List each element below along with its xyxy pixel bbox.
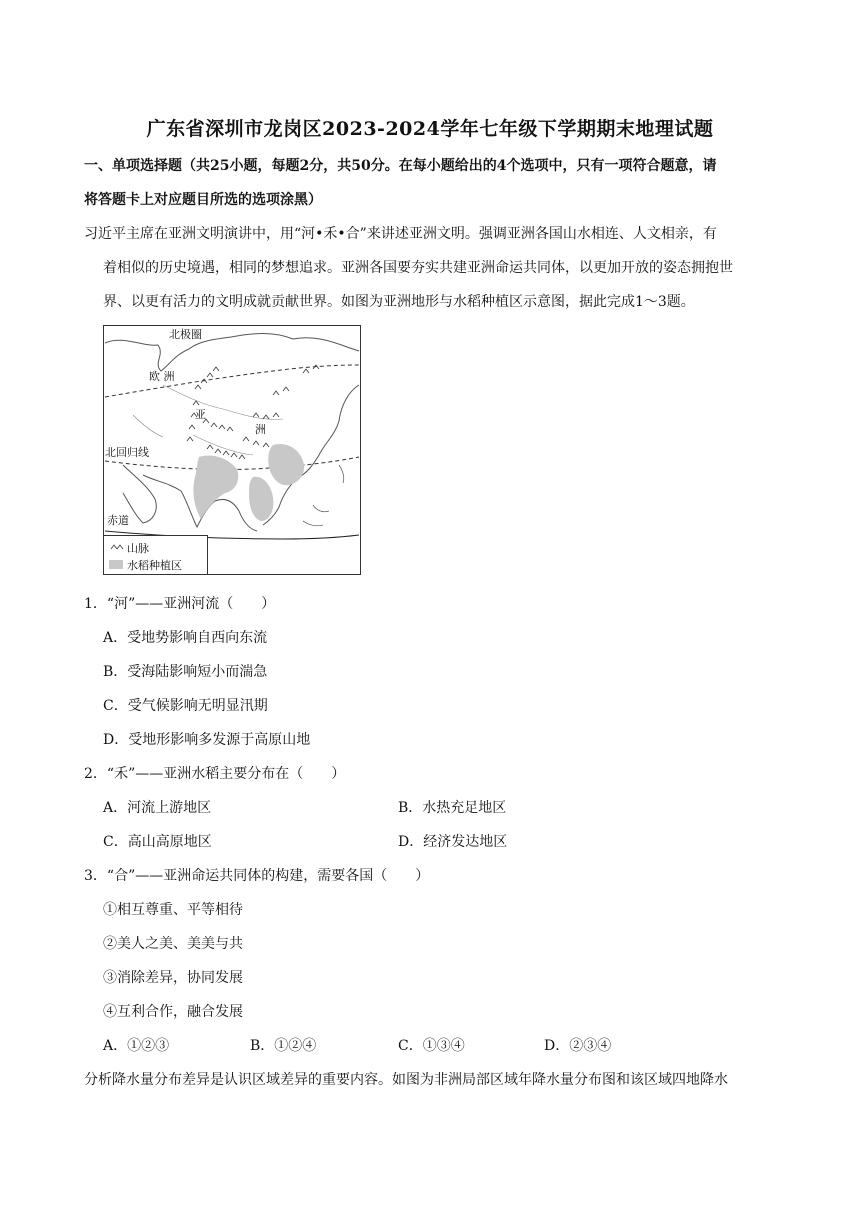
intro-line-3: 界、以更有活力的文明成就贡献世界。如图为亚洲地形与水稻种植区示意图，据此完成1～3题。: [103, 294, 695, 310]
q2-option-c: C．高山高原地区: [103, 834, 212, 850]
intro-line-2: 着相似的历史境遇，相同的梦想追求。亚洲各国要夯实共建亚洲命运共同体，以更加开放的姿态拥抱世: [103, 260, 733, 276]
intro-line-1: 习近平主席在亚洲文明演讲中，用“河•禾•合”来讲述亚洲文明。强调亚洲各国山水相连、人文相亲，有: [84, 226, 717, 242]
q3-statement-3: ③消除差异，协同发展: [103, 970, 243, 986]
label-europe: 欧 洲: [149, 370, 175, 383]
q3-option-c: C．①③④: [398, 1038, 465, 1054]
q1-option-b: B．受海陆影响短小而湍急: [103, 664, 268, 680]
q3-statement-2: ②美人之美、美美与共: [103, 936, 243, 952]
q3-option-d: D．②③④: [544, 1038, 612, 1054]
legend-mountains-label: 山脉: [127, 542, 149, 555]
label-arctic-circle: 北极圈: [169, 328, 202, 341]
q3-option-b: B．①②④: [250, 1038, 317, 1054]
label-tropic: 北回归线: [105, 446, 149, 459]
q2-option-a: A．河流上游地区: [103, 800, 212, 816]
asia-map-figure: [103, 325, 361, 575]
section-heading-line-1: 一、单项选择题（共25小题，每题2分，共50分。在每小题给出的4个选项中，只有一项符合题意，请: [84, 158, 717, 174]
q3-statement-1: ①相互尊重、平等相待: [103, 902, 243, 918]
q3-stem: 3．“合”——亚洲命运共同体的构建，需要各国（ ）: [84, 868, 430, 884]
exam-title: 广东省深圳市龙岗区2023-2024学年七年级下学期期末地理试题: [146, 118, 714, 140]
q1-option-d: D．受地形影响多发源于高原山地: [103, 732, 311, 748]
label-equator: 赤道: [107, 514, 129, 527]
q2-stem: 2．“禾”——亚洲水稻主要分布在（ ）: [84, 766, 346, 782]
q3-option-a: A．①②③: [103, 1038, 170, 1054]
next-question-intro: 分析降水量分布差异是认识区域差异的重要内容。如图为非洲局部区域年降水量分布图和该区域四地降水: [84, 1072, 728, 1088]
section-heading-line-2: 将答题卡上对应题目所选的选项涂黑）: [84, 192, 322, 208]
legend-rice-label: 水稻种植区: [127, 559, 182, 572]
label-asia-1: 亚: [195, 408, 206, 421]
q1-stem: 1．“河”——亚洲河流（ ）: [84, 596, 276, 612]
legend-rice-swatch: [109, 560, 123, 569]
label-asia-2: 洲: [255, 423, 266, 436]
q2-option-b: B．水热充足地区: [398, 800, 507, 816]
q2-option-d: D．经济发达地区: [398, 834, 508, 850]
q1-option-c: C．受气候影响无明显汛期: [103, 698, 268, 714]
q1-option-a: A．受地势影响自西向东流: [103, 630, 268, 646]
q3-statement-4: ④互利合作，融合发展: [103, 1004, 243, 1020]
